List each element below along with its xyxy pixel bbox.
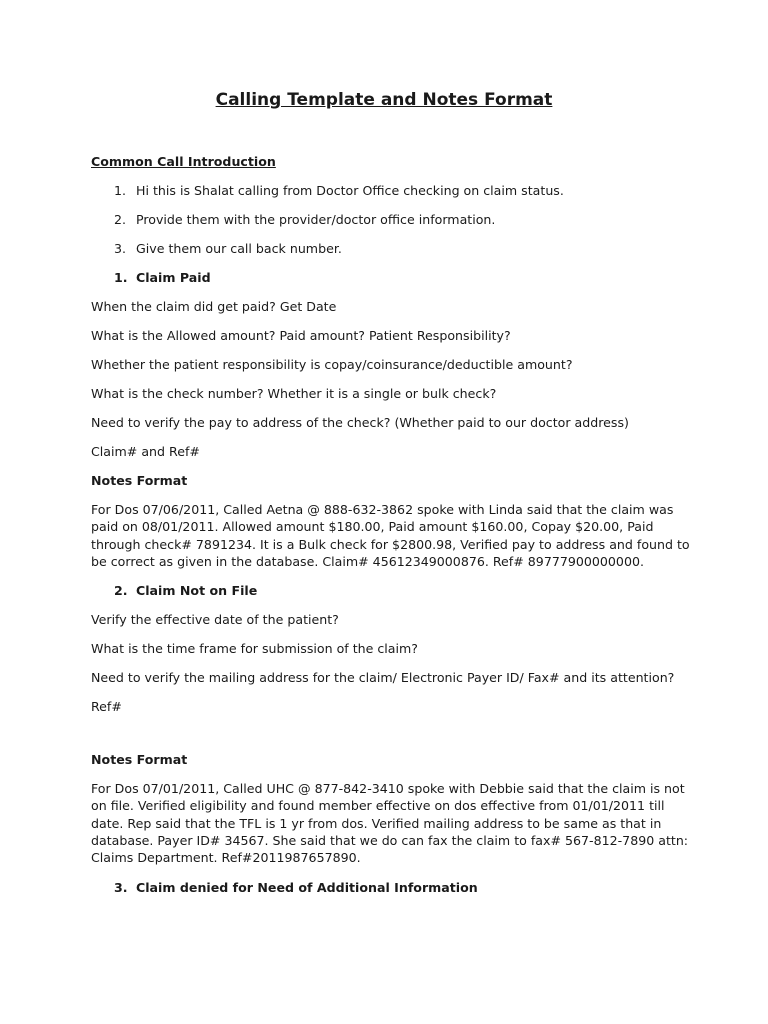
document-body <box>91 153 691 908</box>
notes-format-label: Notes Format <box>91 752 188 768</box>
intro-item-text: Provide them with the provider/doctor office information. <box>136 212 496 227</box>
notes-example: For Dos 07/01/2011, Called UHC @ 877-842-3410 spoke with Debbie said that the claim is not on file. Verified eligibility and found member effective on dos effective from 01/01/2011 till date. Rep said that the TFL is 1 yr from dos. Verified mailing address to be same as that in database. Payer ID# 34567. She said that we do can fax the claim to fax# 567-812-7890 attn: Claims Department. Ref#2011987657890. <box>91 781 689 866</box>
intro-item-text: Hi this is Shalat calling from Doctor Office checking on claim status. <box>136 183 564 198</box>
intro-item-number: 1. <box>114 183 127 198</box>
notes-example: For Dos 07/06/2011, Called Aetna @ 888-632-3862 spoke with Linda said that the claim was paid on 08/01/2011. Allowed amount $180.00, Paid amount $160.00, Copay $20.00, Paid through check# 7891234. It is a Bulk check for $2800.98, Verified pay to address and found to be correct as given in the database. Claim# 45612349000876. Ref# 89777900000000. <box>91 502 690 569</box>
question-line: What is the time frame for submission of the claim? <box>91 641 418 657</box>
section-heading-claim-paid <box>91 269 691 286</box>
question-line: Whether the patient responsibility is copay/coinsurance/deductible amount? <box>91 357 573 372</box>
question-line: When the claim did get paid? Get Date <box>91 299 337 314</box>
document-title: Calling Template and Notes Format <box>215 90 553 110</box>
intro-heading: Common Call Introduction <box>91 154 276 169</box>
section-number: 2. <box>114 583 128 599</box>
section-number: 3. <box>114 879 128 895</box>
question-line: What is the check number? Whether it is a single or bulk check? <box>91 386 497 401</box>
question-line: Need to verify the pay to address of the check? (Whether paid to our doctor address) <box>91 415 629 430</box>
intro-item <box>91 211 691 228</box>
question-line: Claim# and Ref# <box>91 444 200 459</box>
notes-format-label: Notes Format <box>91 473 188 488</box>
question-line: Ref# <box>91 699 122 715</box>
blank-gap <box>91 727 691 751</box>
section-heading-claim-denied <box>91 879 691 896</box>
question-line: Need to verify the mailing address for the claim/ Electronic Payer ID/ Fax# and its attention? <box>91 670 675 686</box>
section-heading-claim-not-on-file <box>91 582 691 599</box>
question-line: What is the Allowed amount? Paid amount? Patient Responsibility? <box>91 328 511 343</box>
section-title: Claim denied for Need of Additional Information <box>136 879 478 895</box>
intro-item-number: 2. <box>114 212 127 227</box>
intro-item <box>91 182 691 199</box>
section-title: Claim Paid <box>136 270 211 285</box>
intro-item <box>91 240 691 257</box>
intro-item-number: 3. <box>114 241 127 256</box>
question-line: Verify the effective date of the patient? <box>91 612 339 628</box>
section-title: Claim Not on File <box>136 583 258 599</box>
intro-item-text: Give them our call back number. <box>136 241 342 256</box>
section-number: 1. <box>114 270 128 285</box>
